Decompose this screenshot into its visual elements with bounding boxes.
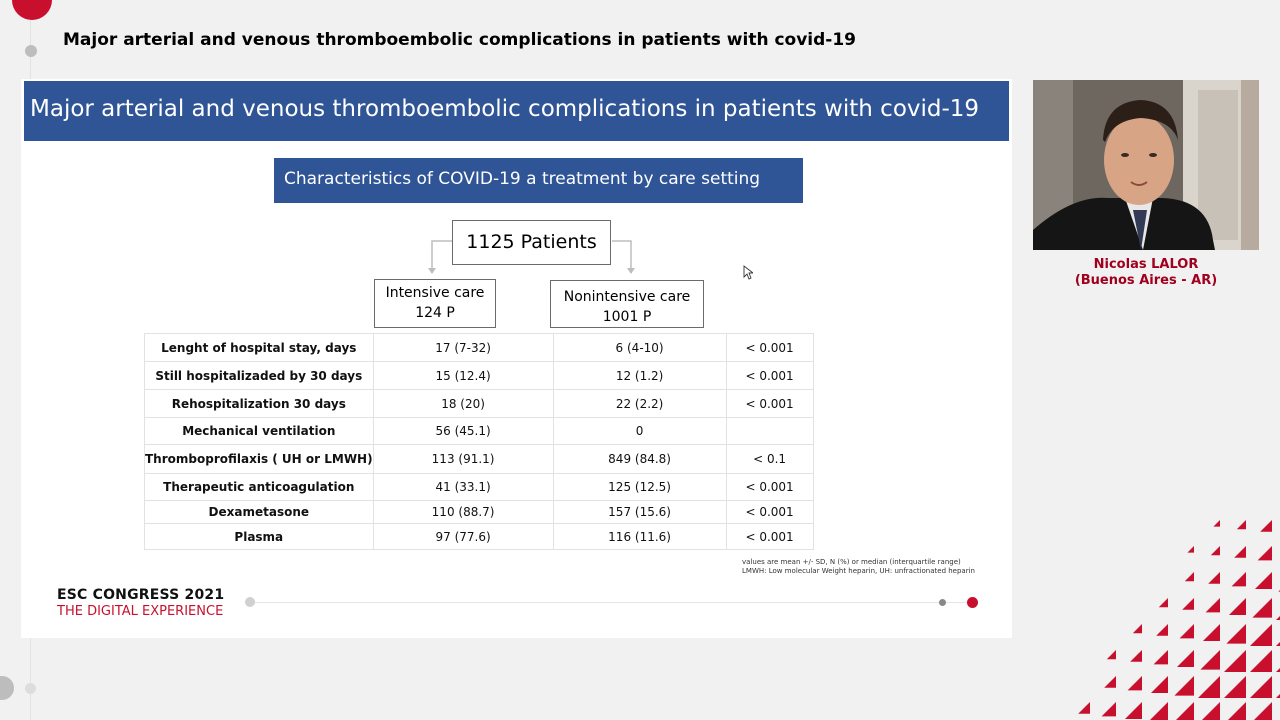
triangle-decoration [1159, 598, 1168, 607]
triangle-decoration [1151, 676, 1168, 693]
triangle-decoration [1200, 650, 1220, 670]
triangle-decoration [1213, 520, 1220, 527]
table-row [145, 418, 814, 445]
triangle-decoration [1133, 624, 1142, 633]
intensive-care-value: 56 (45.1) [373, 418, 553, 445]
nonintensive-care-value: 849 (84.8) [553, 445, 726, 474]
triangle-decoration [1260, 520, 1272, 532]
page-title: Major arterial and venous thromboembolic complications in patients with covid-19 [63, 30, 857, 50]
speaker-video [1033, 80, 1259, 250]
p-value: < 0.001 [726, 524, 813, 550]
mouse-cursor-icon [743, 265, 753, 280]
intensive-care-value: 110 (88.7) [373, 501, 553, 524]
table-row [145, 334, 814, 362]
triangle-decoration [1276, 598, 1280, 620]
p-value: < 0.001 [726, 362, 813, 390]
triangle-decoration [1172, 702, 1194, 720]
triangle-decoration [1276, 676, 1280, 698]
p-value: < 0.001 [726, 390, 813, 418]
triangle-decoration [1148, 702, 1168, 720]
triangle-decoration [1102, 702, 1116, 716]
table-footnote [742, 558, 975, 576]
triangle-decoration [1250, 676, 1272, 698]
slide-subtitle: Characteristics of COVID-19 a treatment by care setting [274, 158, 803, 203]
triangle-decoration [1208, 572, 1220, 584]
triangle-decoration [1258, 546, 1272, 560]
triangle-decoration [1224, 676, 1246, 698]
triangle-decoration [1224, 702, 1246, 720]
total-patients-box: 1125 Patients [452, 220, 611, 265]
triangle-decoration [1154, 650, 1168, 664]
intensive-care-value: 113 (91.1) [373, 445, 553, 474]
intensive-care-count: 124 P [415, 305, 455, 321]
p-value: < 0.001 [726, 501, 813, 524]
esc-triangle-pattern-decoration [1040, 520, 1280, 720]
triangle-decoration [1104, 676, 1116, 688]
triangle-decoration [1250, 624, 1272, 646]
esc-congress-logo: ESC CONGRESS 2021 [57, 587, 225, 603]
nonintensive-care-label: Nonintensive care [563, 289, 691, 305]
slide-progress-start-dot [245, 597, 255, 607]
triangle-decoration [1224, 650, 1246, 672]
row-label: Rehospitalization 30 days [145, 390, 374, 418]
speaker-video-frame [1033, 80, 1259, 250]
timeline-dot-large [0, 676, 14, 700]
row-label: Mechanical ventilation [145, 418, 374, 445]
nonintensive-care-count: 1001 P [602, 309, 652, 325]
intensive-care-value: 17 (7-32) [373, 334, 553, 362]
slide-progress-line [250, 602, 972, 603]
triangle-decoration [1276, 624, 1280, 646]
nonintensive-care-value: 157 (15.6) [553, 501, 726, 524]
slide-progress-current-dot [967, 597, 978, 608]
triangle-decoration [1203, 624, 1220, 641]
triangle-decoration [1276, 702, 1280, 720]
triangle-decoration [1177, 650, 1194, 667]
timeline-dot-small [25, 683, 36, 694]
presentation-slide [21, 79, 1012, 638]
triangle-decoration [1125, 702, 1142, 719]
row-label: Lenght of hospital stay, days [145, 334, 374, 362]
intensive-care-label: Intensive care [385, 285, 485, 301]
triangle-decoration [1198, 676, 1220, 698]
triangle-decoration [1107, 650, 1116, 659]
triangle-decoration [1185, 572, 1194, 581]
triangle-decoration [1130, 650, 1142, 662]
row-label: Dexametasone [145, 501, 374, 524]
intensive-care-value: 41 (33.1) [373, 474, 553, 501]
triangle-decoration [1276, 650, 1280, 672]
triangle-decoration [1198, 702, 1220, 720]
footnote-line-2: LMWH: Low molecular Weight heparin, UH: unfractionated heparin [742, 567, 975, 575]
speaker-location: (Buenos Aires - AR) [1074, 273, 1218, 288]
nonintensive-care-value: 12 (1.2) [553, 362, 726, 390]
characteristics-table [144, 333, 814, 550]
triangle-decoration [1252, 598, 1272, 618]
triangle-decoration [1211, 546, 1220, 555]
triangle-decoration [1250, 650, 1272, 672]
intensive-care-value: 97 (77.6) [373, 524, 553, 550]
red-circle-decoration [12, 0, 52, 20]
intensive-care-value: 18 (20) [373, 390, 553, 418]
speaker-name: Nicolas LALOR [1093, 257, 1199, 272]
table-row [145, 445, 814, 474]
table-row [145, 474, 814, 501]
triangle-decoration [1174, 676, 1194, 696]
table-row [145, 501, 814, 524]
triangle-decoration [1234, 546, 1246, 558]
flow-connector-right [609, 239, 639, 275]
p-value: < 0.1 [726, 445, 813, 474]
nonintensive-care-value: 0 [553, 418, 726, 445]
triangle-decoration [1229, 598, 1246, 615]
intensive-care-box [374, 279, 496, 328]
triangle-decoration [1232, 572, 1246, 586]
slide-banner-title: Major arterial and venous thromboembolic complications in patients with covid-19 [24, 81, 1009, 141]
row-label: Plasma [145, 524, 374, 550]
triangle-decoration [1250, 702, 1272, 720]
esc-congress-tagline: THE DIGITAL EXPERIENCE [57, 604, 224, 619]
table-row [145, 390, 814, 418]
triangle-decoration [1156, 624, 1168, 636]
table-row [145, 362, 814, 390]
triangle-decoration [1128, 676, 1142, 690]
p-value: < 0.001 [726, 474, 813, 501]
slide-progress-dot [939, 599, 946, 606]
p-value: < 0.001 [726, 334, 813, 362]
triangle-decoration [1180, 624, 1194, 638]
triangle-decoration [1255, 572, 1272, 589]
nonintensive-care-box [550, 280, 704, 328]
p-value [726, 418, 813, 445]
nonintensive-care-value: 116 (11.6) [553, 524, 726, 550]
triangle-decoration [1237, 520, 1246, 529]
intensive-care-value: 15 (12.4) [373, 362, 553, 390]
footnote-line-1: values are mean +/- SD, N (%) or median (interquartile range) [742, 558, 961, 566]
nonintensive-care-value: 22 (2.2) [553, 390, 726, 418]
triangle-decoration [1206, 598, 1220, 612]
triangle-decoration [1182, 598, 1194, 610]
table-row [145, 524, 814, 550]
nonintensive-care-value: 125 (12.5) [553, 474, 726, 501]
nonintensive-care-value: 6 (4-10) [553, 334, 726, 362]
triangle-decoration [1078, 702, 1090, 714]
row-label: Thromboprofilaxis ( UH or LMWH) [145, 445, 374, 474]
triangle-decoration [1226, 624, 1246, 644]
timeline-dot [25, 45, 37, 57]
row-label: Therapeutic anticoagulation [145, 474, 374, 501]
speaker-caption [1033, 257, 1259, 289]
row-label: Still hospitalizaded by 30 days [145, 362, 374, 390]
triangle-decoration [1187, 546, 1194, 553]
